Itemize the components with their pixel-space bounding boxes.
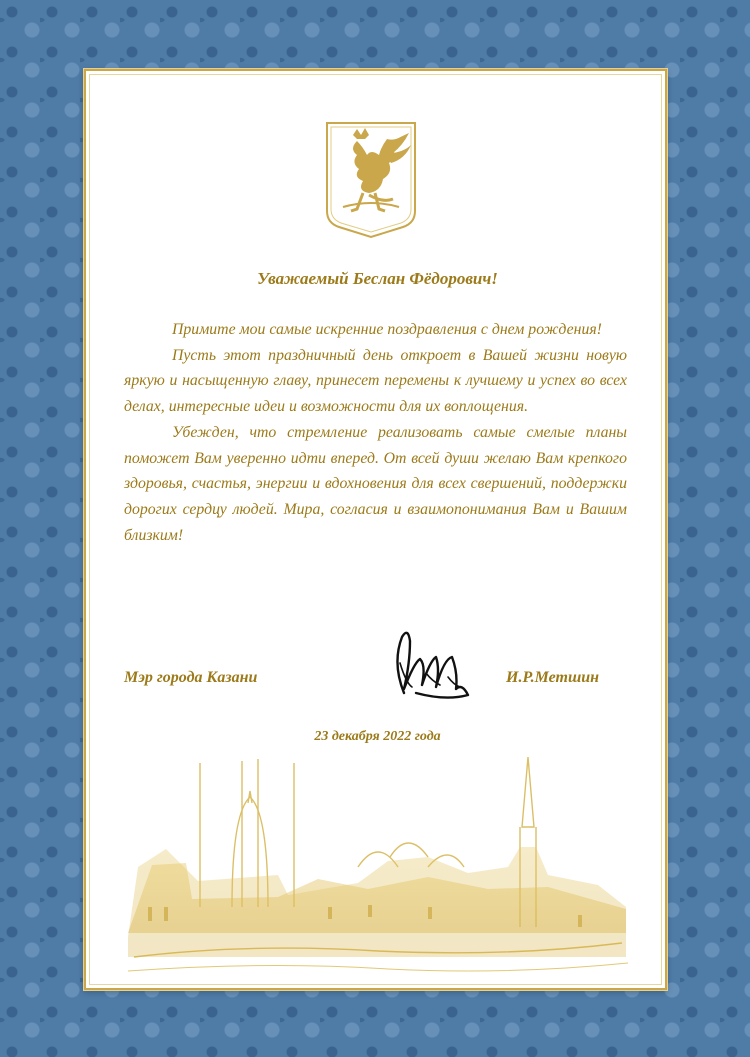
signatory-name: И.Р.Метшин: [506, 669, 600, 686]
letter-body: [124, 317, 627, 548]
paragraph-greeting: Примите мои самые искренние поздравления с днем рождения!: [172, 321, 602, 338]
kremlin-skyline-icon: [128, 757, 628, 983]
signature-image: [386, 623, 482, 707]
salutation: Уважаемый Беслан Фёдорович!: [257, 269, 498, 288]
paragraph-wishes: Пусть этот праздничный день откроет в Вашей жизни новую яркую и насыщенную главу, принесет перемены к лучшему и успех во всех делах, интересные идеи и возможности для их воплощения.: [124, 346, 627, 416]
letter-date: 23 декабря 2022 года: [314, 729, 441, 744]
letter-card: [84, 69, 667, 990]
signatory-title: Мэр города Казани: [124, 669, 258, 686]
paragraph-closing: Убежден, что стремление реализовать самые смелые планы поможет Вам уверенно идти вперед. От всей души желаю Вам крепкого здоровья, счастья, энергии и вдохновения для всех свершений, поддержки дорогих сердцу людей. Мира, согласия и взаимопонимания Вам и Вашим близким!: [124, 423, 627, 544]
coat-of-arms-icon: [323, 119, 419, 239]
